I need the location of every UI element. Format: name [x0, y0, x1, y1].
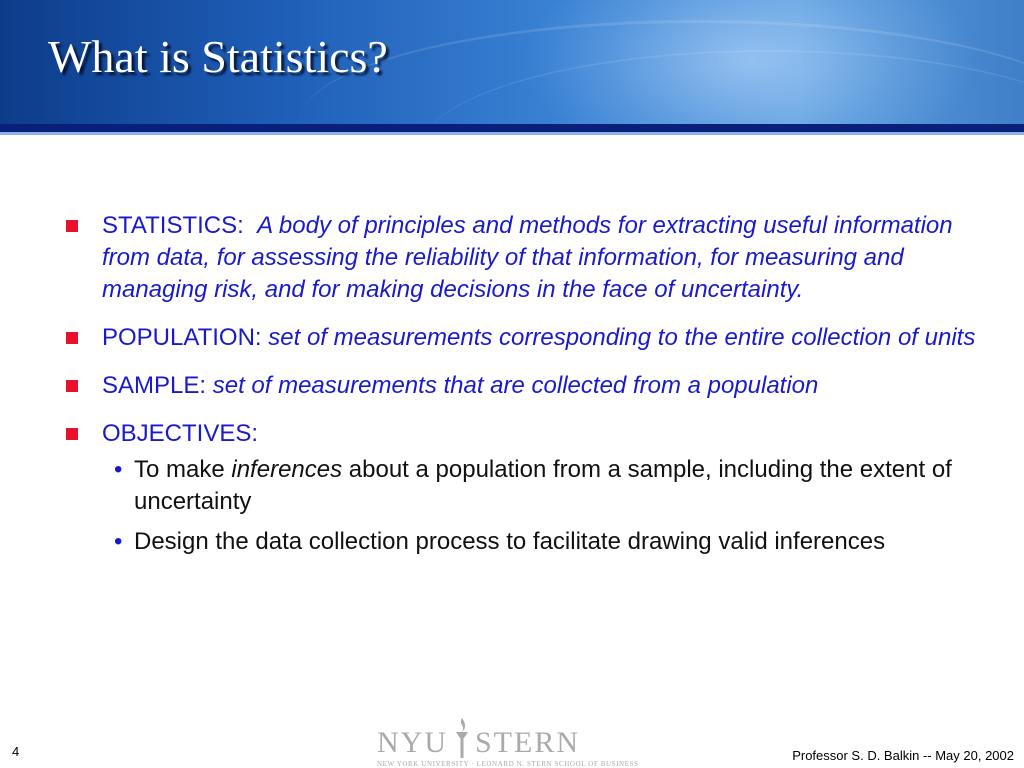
header-rule [0, 124, 1024, 132]
bullet-definition: set of measurements that are collected from a population [212, 372, 819, 399]
logo-text-stern: STERN [475, 726, 581, 759]
bullet-population [62, 322, 982, 354]
dot-bullet-icon: • [114, 528, 123, 555]
sub-bullet-text: Design the data collection process to facilitate drawing valid inferences [134, 528, 886, 555]
dot-bullet-icon: • [114, 456, 123, 483]
bullet-sample [62, 370, 982, 402]
square-bullet-icon [66, 428, 78, 440]
sub-bullet-text: To make [134, 456, 232, 483]
sub-bullet-design [102, 526, 982, 558]
bullet-term: OBJECTIVES: [102, 420, 259, 447]
slide-title: What is Statistics? [48, 31, 388, 82]
bullet-term: POPULATION: [102, 324, 262, 351]
square-bullet-icon [66, 380, 78, 392]
bullet-term: STATISTICS: [102, 212, 244, 239]
torch-icon [451, 716, 473, 762]
square-bullet-icon [66, 220, 78, 232]
bullet-definition: A body of principles and methods for extracting useful information from data, for assessing the reliability of that information, for measuring and managing risk, and for making decisions in the face of uncertainty. [102, 212, 953, 303]
sub-bullet-emphasis: inferences [231, 456, 343, 483]
square-bullet-icon [66, 332, 78, 344]
bullet-objectives [62, 418, 982, 558]
nyu-stern-logo [377, 722, 639, 768]
bullet-definition: set of measurements corresponding to the entire collection of units [268, 324, 976, 351]
logo-text-nyu: NYU [377, 726, 448, 759]
header-rule-light [0, 132, 1024, 135]
sub-bullet-list [102, 454, 982, 558]
slide-number: 4 [12, 744, 20, 759]
sub-bullet-inferences [102, 454, 982, 518]
title-banner [0, 0, 1024, 128]
slide-content [62, 210, 982, 574]
sub-bullet-text: about a population from a sample, including the extent of uncertainty [134, 456, 952, 515]
bullet-term: SAMPLE: [102, 372, 207, 399]
footer-credit: Professor S. D. Balkin -- May 20, 2002 [792, 748, 1014, 763]
bullet-statistics [62, 210, 982, 306]
logo-tagline: NEW YORK UNIVERSITY · LEONARD N. STERN SCHOOL OF BUSINESS [377, 760, 639, 768]
